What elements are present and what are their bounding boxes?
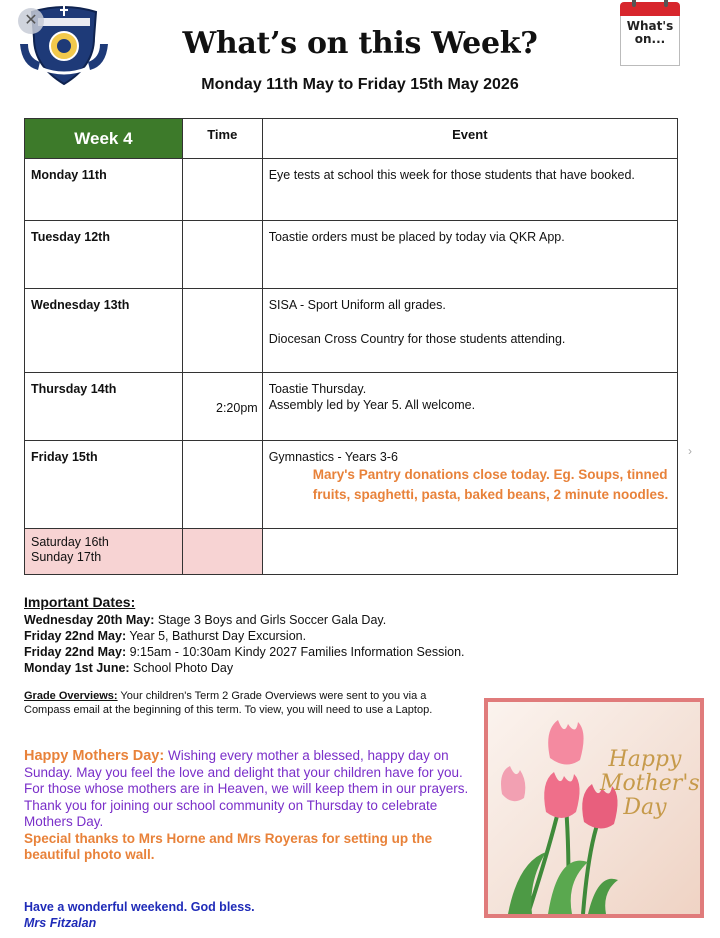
week-header: Week 4 (25, 119, 183, 159)
time-cell (182, 441, 262, 529)
photo-caption-line: Mother's (600, 771, 700, 796)
date-label: Wednesday 20th May: (24, 613, 155, 627)
list-item (24, 644, 664, 660)
day-cell: Wednesday 13th (25, 289, 183, 373)
closing (24, 899, 255, 931)
signature: Mrs Fitzalan (24, 916, 97, 930)
weekend-time-cell (182, 529, 262, 575)
event-text: SISA - Sport Uniform all grades. (268, 298, 446, 312)
event-text: Toastie orders must be placed by today via QKR App. (268, 230, 565, 244)
table-row (25, 159, 678, 221)
event-cell (262, 289, 677, 373)
time-header: Time (182, 119, 262, 159)
closing-message: Have a wonderful weekend. God bless. (24, 900, 255, 914)
schedule-table (24, 118, 678, 575)
mothers-day-message (24, 748, 474, 864)
pantry-highlight: Mary's Pantry donations close today. Eg. Soups, tinned fruits, spaghetti, pasta, baked beans, 2 minute noodles. (312, 467, 669, 502)
photo-caption-line: Day (623, 795, 667, 820)
event-text: Eye tests at school this week for those students that have booked. (268, 168, 635, 182)
table-row (25, 221, 678, 289)
grade-overviews-label: Grade Overviews: (24, 690, 118, 702)
important-dates-heading: Important Dates: (24, 594, 136, 610)
important-dates (24, 594, 664, 676)
date-text: Stage 3 Boys and Girls Soccer Gala Day. (154, 613, 387, 627)
event-cell (262, 221, 677, 289)
table-row (25, 373, 678, 441)
saturday-label: Saturday 16th (31, 535, 109, 549)
schedule-header-row (25, 119, 678, 159)
photo-caption (600, 747, 700, 820)
calendar-badge-text: What's on... (620, 16, 680, 66)
table-row (25, 441, 678, 529)
day-cell: Tuesday 12th (25, 221, 183, 289)
event-text: Diocesan Cross Country for those students attending. (268, 332, 566, 346)
day-cell: Friday 15th (25, 441, 183, 529)
page-title: What’s on this Week? (182, 26, 538, 61)
date-label: Friday 22nd May: (24, 645, 127, 659)
weekend-row (25, 529, 678, 575)
sunday-label: Sunday 17th (31, 550, 102, 564)
event-text: Toastie Thursday. (268, 382, 367, 396)
grade-overviews-text: Your children's Term 2 Grade Overviews were sent to you via a Compass email at the beginning of this term. To view, you will need to use a Laptop. (24, 690, 433, 716)
mothers-day-thanks: Special thanks to Mrs Horne and Mrs Royeras for setting up the beautiful photo wall. (24, 830, 433, 862)
date-text: School Photo Day (129, 661, 234, 675)
event-text: Assembly led by Year 5. All welcome. (268, 398, 476, 412)
chevron-right-icon[interactable]: › (688, 444, 692, 458)
photo-caption-line: Happy (608, 747, 682, 772)
weekend-event-cell (262, 529, 677, 575)
event-header: Event (262, 119, 677, 159)
weekend-day-cell (25, 529, 183, 575)
day-cell: Monday 11th (25, 159, 183, 221)
date-label: Monday 1st June: (24, 661, 130, 675)
mothers-day-text: Wishing every mother a blessed, happy day on Sunday. May you feel the love and delight that your children have for you. For those whose mothers are in Heaven, we will keep them in our prayers. Thank you for joining our school community on Thursday to celebrate Mothers Day. (24, 748, 469, 829)
date-text: Year 5, Bathurst Day Excursion. (126, 629, 307, 643)
list-item (24, 628, 664, 644)
list-item (24, 612, 664, 628)
calendar-icon (620, 2, 680, 68)
grade-overviews (24, 690, 464, 717)
list-item (24, 660, 664, 676)
time-cell (182, 221, 262, 289)
time-cell (182, 289, 262, 373)
event-cell (262, 373, 677, 441)
event-cell (262, 441, 677, 529)
date-range: Monday 11th May to Friday 15th May 2026 (201, 76, 519, 93)
close-icon[interactable]: ✕ (18, 8, 44, 34)
time-cell: 2:20pm (182, 373, 262, 441)
mothers-day-heading: Happy Mothers Day: (24, 748, 165, 764)
time-cell (182, 159, 262, 221)
event-cell (262, 159, 677, 221)
event-text: Gymnastics - Years 3-6 (268, 450, 398, 464)
mothers-day-photo (484, 698, 704, 918)
date-text: 9:15am - 10:30am Kindy 2027 Families Information Session. (126, 645, 465, 659)
table-row (25, 289, 678, 373)
day-cell: Thursday 14th (25, 373, 183, 441)
date-label: Friday 22nd May: (24, 629, 127, 643)
